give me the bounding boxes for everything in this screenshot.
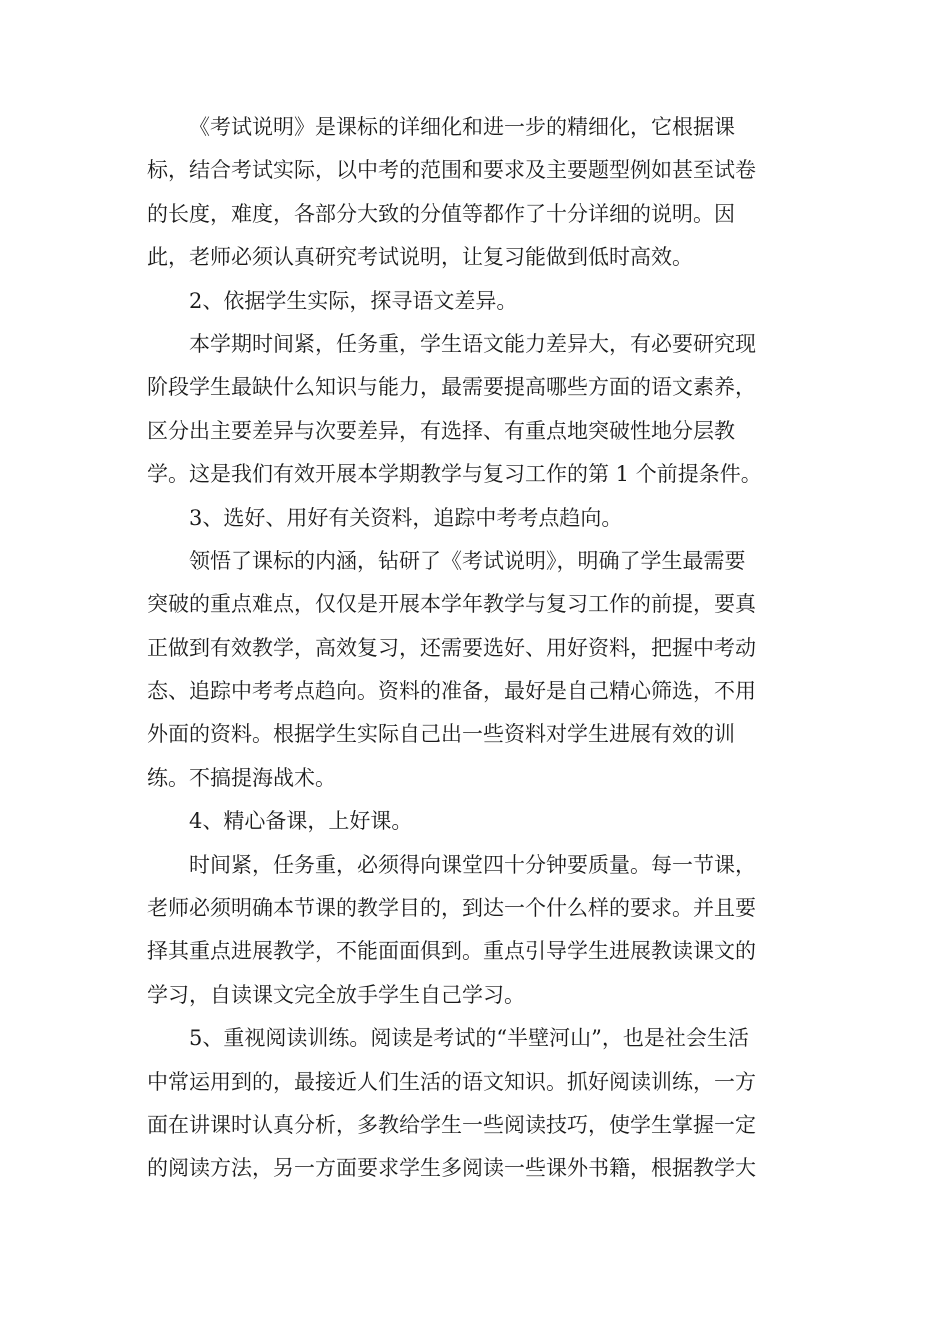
text-line: 练。不搞提海战术。: [147, 765, 336, 790]
text-line: 突破的重点难点，仅仅是开展本学年教学与复习工作的前提，要真: [147, 592, 756, 617]
text-line: 面在讲课时认真分析，多教给学生一些阅读技巧，使学生掌握一定: [147, 1112, 756, 1137]
text-line: 外面的资料。根据学生实际自己出一些资料对学生进展有效的训: [147, 722, 735, 747]
text-line: 态、追踪中考考点趋向。资料的准备，最好是自己精心筛选，不用: [147, 679, 756, 704]
text-line: 学。这是我们有效开展本学期教学与复习工作的第 1 个前提条件。: [147, 462, 762, 487]
section-heading-5: 5、重视阅读训练。阅读是考试的“半壁河山”，也是社会生活: [189, 1026, 749, 1051]
text-line: 领悟了课标的内涵，钻研了《考试说明》，明确了学生最需要: [189, 548, 746, 573]
section-heading-2: 2、依据学生实际，探寻语文差异。: [189, 288, 518, 313]
text-line: 学习，自读课文完全放手学生自己学习。: [147, 982, 525, 1007]
text-line: 此，老师必须认真研究考试说明，让复习能做到低时高效。: [147, 245, 693, 270]
text-line: 正做到有效教学，高效复习，还需要选好、用好资料，把握中考动: [147, 635, 756, 660]
text-line: 阶段学生最缺什么知识与能力，最需要提高哪些方面的语文素养，: [147, 375, 756, 400]
text-line: 择其重点进展教学，不能面面俱到。重点引导学生进展教读课文的: [147, 939, 756, 964]
text-line: 区分出主要差异与次要差异，有选择、有重点地突破性地分层教: [147, 418, 735, 443]
text-line: 老师必须明确本节课的教学目的，到达一个什么样的要求。并且要: [147, 896, 756, 921]
text-line: 时间紧，任务重，必须得向课堂四十分钟要质量。每一节课，: [189, 852, 756, 877]
text-line: 中常运用到的，最接近人们生活的语文知识。抓好阅读训练，一方: [147, 1069, 756, 1094]
text-line: 的阅读方法，另一方面要求学生多阅读一些课外书籍，根据教学大: [147, 1156, 756, 1181]
text-line: 标，结合考试实际，以中考的范围和要求及主要题型例如甚至试卷: [147, 158, 756, 183]
text-line: 《考试说明》是课标的详细化和进一步的精细化，它根据课: [189, 115, 735, 139]
document-body: [147, 106, 817, 1191]
text-line: 的长度，难度，各部分大致的分值等都作了十分详细的说明。因: [147, 201, 735, 226]
section-heading-3: 3、选好、用好有关资料，追踪中考考点趋向。: [189, 505, 623, 530]
text-line: 本学期时间紧，任务重，学生语文能力差异大，有必要研究现: [189, 331, 756, 356]
section-heading-4: 4、精心备课，上好课。: [189, 809, 413, 834]
